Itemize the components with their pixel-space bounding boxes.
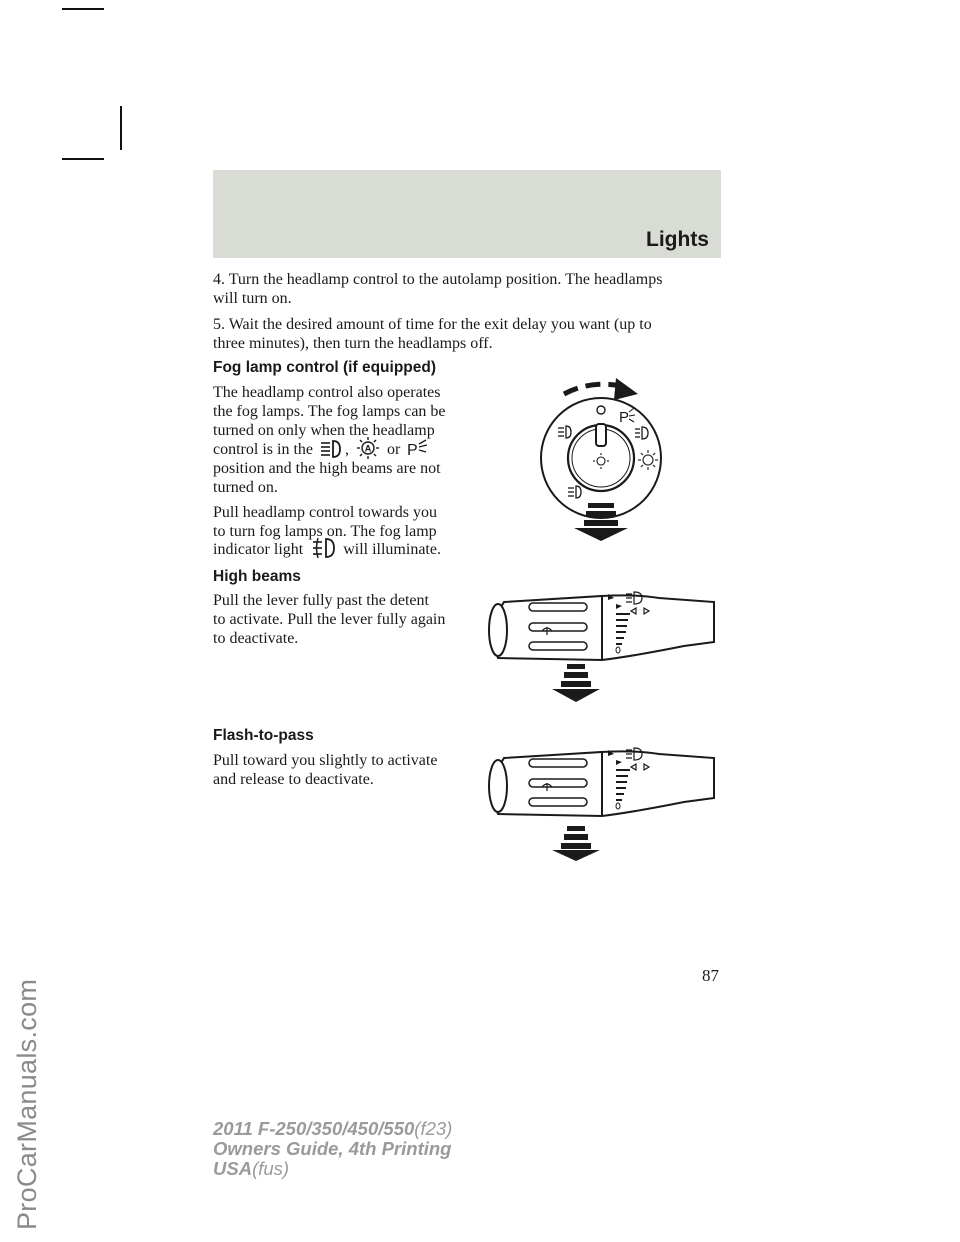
intermittent-icon <box>616 604 622 609</box>
flash-to-pass-line-1: Pull toward you slightly to activate <box>213 752 438 769</box>
fog-text-line-7: Pull headlamp control towards you <box>213 504 437 521</box>
washer-icon <box>616 803 620 809</box>
fog-text-line-4 <box>213 436 432 460</box>
rotate-arrow-head <box>614 378 638 400</box>
footer-print-info <box>213 1119 452 1179</box>
footer-line-2: Owners Guide, 4th Printing <box>213 1138 452 1159</box>
section-title: Lights <box>646 228 709 251</box>
parking-lamp-letter: P <box>407 442 418 459</box>
dial-pointer <box>596 424 606 446</box>
parking-lamp-icon <box>406 438 430 460</box>
fog-text-line-3: turned on only when the headlamp <box>213 422 435 439</box>
wiper-speed-ticks <box>616 770 630 800</box>
fog-text-line-2: the fog lamps. The fog lamps can be <box>213 403 446 420</box>
fog-text-line-1: The headlamp control also operates <box>213 384 441 401</box>
pull-arrow <box>574 503 628 541</box>
fog-text-or: or <box>386 441 401 458</box>
fog-text-comma: , <box>344 441 349 458</box>
flash-to-pass-line-2: and release to deactivate. <box>213 771 374 788</box>
dial-fog-indicator-icon <box>568 486 581 498</box>
high-beams-line-2: to activate. Pull the lever fully again <box>213 611 446 628</box>
fog-text-line-6: turned on. <box>213 479 278 496</box>
intermittent-icon <box>616 760 622 765</box>
step-5-line-1: 5. Wait the desired amount of time for the exit delay you want (up to <box>213 316 652 333</box>
footer-line-3 <box>213 1159 452 1179</box>
footer-line-1 <box>213 1119 452 1139</box>
headlamp-control-dial-figure <box>530 376 680 542</box>
dial-fog-lamp-icon <box>558 426 571 438</box>
high-beams-heading: High beams <box>213 568 301 585</box>
high-beams-line-3: to deactivate. <box>213 630 299 647</box>
dial-sun-icon <box>593 453 609 469</box>
fog-lamp-heading: Fog lamp control (if equipped) <box>213 359 437 376</box>
high-beams-line-1: Pull the lever fully past the detent <box>213 592 429 609</box>
footer-market: USA <box>213 1158 253 1179</box>
dial-autolamp-icon <box>638 450 658 470</box>
turn-signal-arrows-icon <box>631 764 649 770</box>
section-header-band <box>213 170 721 258</box>
fog-text-line-9 <box>213 536 441 560</box>
step-5-line-2: three minutes), then turn the headlamps off. <box>213 335 493 352</box>
fog-text-line-9-end: will illuminate. <box>343 541 441 558</box>
crop-mark-vertical <box>120 106 122 150</box>
footer-model: 2011 F-250/350/450/550 <box>213 1118 415 1139</box>
high-beam-lever-icon <box>626 592 642 604</box>
step-4-line-2: will turn on. <box>213 290 292 307</box>
fog-text-line-4-start: control is in the <box>213 441 313 458</box>
autolamp-icon <box>355 436 381 460</box>
headlamp-icon <box>319 438 343 460</box>
page-number: 87 <box>702 966 719 985</box>
washer-icon <box>616 647 620 653</box>
crop-mark-top <box>62 8 104 10</box>
footer-model-code: (f23) <box>414 1118 453 1139</box>
multifunction-lever-figure-high-beams <box>484 584 720 706</box>
flash-to-pass-heading: Flash-to-pass <box>213 727 314 744</box>
multifunction-lever-figure-flash-to-pass <box>484 740 720 862</box>
rotate-arrow-arc <box>564 384 622 394</box>
turn-signal-arrows-icon <box>631 608 649 614</box>
high-beam-lever-icon <box>626 748 642 760</box>
dial-park-lamp-icon <box>619 408 635 426</box>
autolamp-letter: A <box>364 443 372 454</box>
pull-arrow <box>552 664 600 702</box>
wiper-speed-ticks <box>616 614 630 644</box>
fog-text-line-5: position and the high beams are not <box>213 460 441 477</box>
crop-mark-bottom <box>62 158 104 160</box>
watermark: ProCarManuals.com <box>12 978 42 1230</box>
dial-park-letter: P <box>619 409 630 426</box>
fog-text-line-8: to turn fog lamps on. The fog lamp <box>213 523 437 540</box>
pull-arrow <box>552 826 600 861</box>
step-4-line-1: 4. Turn the headlamp control to the autolamp position. The headlamps <box>213 271 663 288</box>
dial-headlamp-icon <box>635 427 648 439</box>
footer-market-code: (fus) <box>252 1158 290 1179</box>
fog-text-line-9-start: indicator light <box>213 541 304 558</box>
off-position-icon <box>597 406 605 414</box>
fog-lamp-indicator-icon <box>309 536 337 560</box>
